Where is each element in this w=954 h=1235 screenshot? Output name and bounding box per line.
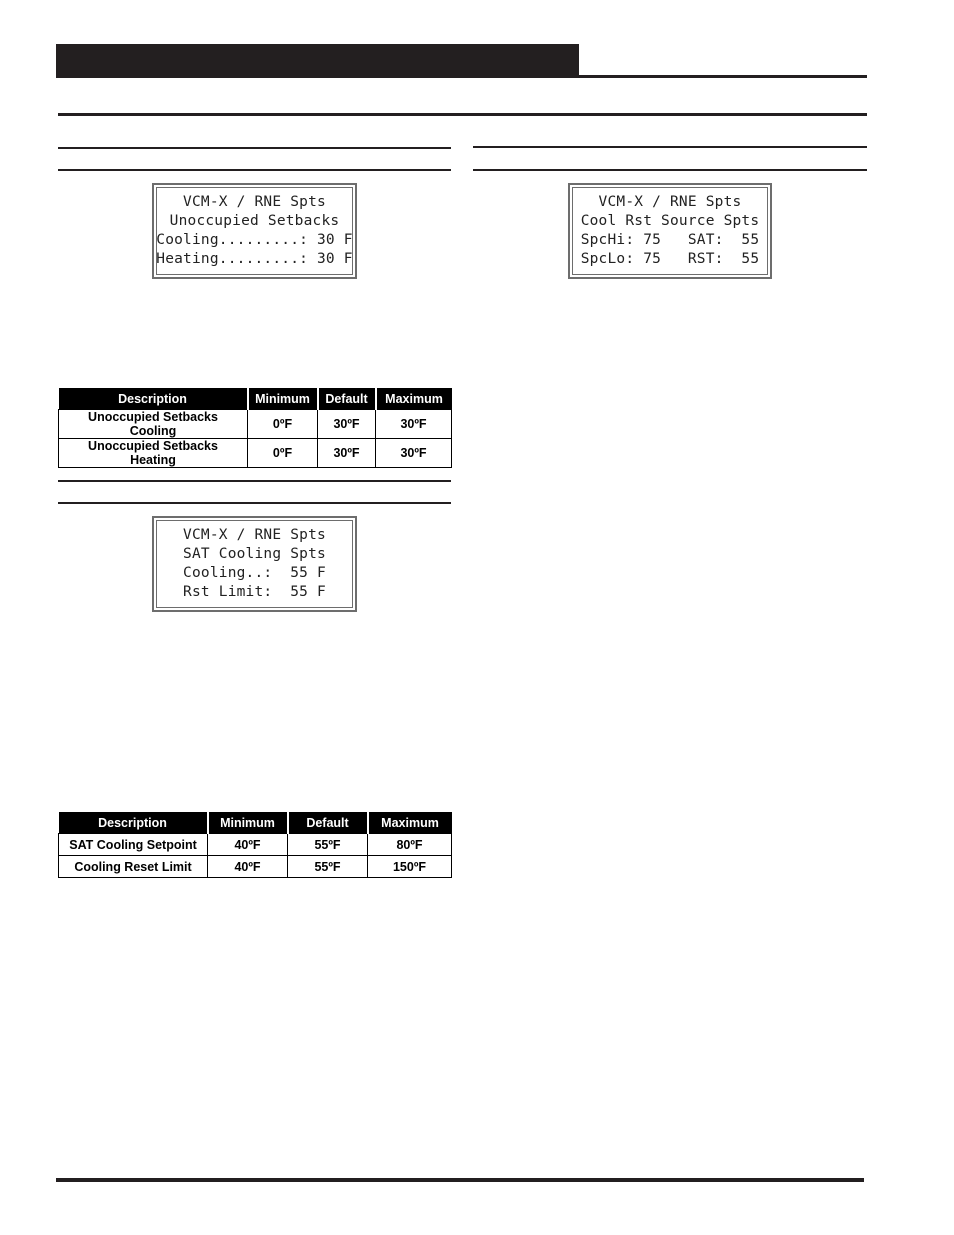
cell-maximum: 150ºF xyxy=(368,856,452,878)
table-unoccupied-setbacks xyxy=(58,388,452,468)
cell-maximum: 30ºF xyxy=(376,439,452,468)
col-description: Description xyxy=(59,812,208,834)
table-sat-cooling xyxy=(58,812,452,878)
cell-minimum: 40ºF xyxy=(208,834,288,856)
col-maximum: Maximum xyxy=(368,812,452,834)
lcd-line: VCM-X / RNE Spts xyxy=(183,527,326,543)
lcd-line: SAT Cooling Spts xyxy=(183,546,326,562)
table-header-row xyxy=(59,388,452,410)
table-header-row xyxy=(59,812,452,834)
lcd-cool-rst-source xyxy=(568,183,772,279)
cell-maximum: 30ºF xyxy=(376,410,452,439)
col-default: Default xyxy=(288,812,368,834)
col-minimum: Minimum xyxy=(208,812,288,834)
section-rule-top xyxy=(58,113,867,116)
col-minimum: Minimum xyxy=(248,388,318,410)
lcd-line: Unoccupied Setbacks xyxy=(169,213,340,229)
col-maximum: Maximum xyxy=(376,388,452,410)
cell-description: SAT Cooling Setpoint xyxy=(59,834,208,856)
cell-minimum: 0ºF xyxy=(248,439,318,468)
cell-maximum: 80ºF xyxy=(368,834,452,856)
lcd-line: VCM-X / RNE Spts xyxy=(183,194,326,210)
col-default: Default xyxy=(318,388,376,410)
table-row xyxy=(59,439,452,468)
cell-default: 30ºF xyxy=(318,439,376,468)
section-rule-left-1b xyxy=(58,169,451,171)
table-row xyxy=(59,410,452,439)
cell-default: 30ºF xyxy=(318,410,376,439)
header-bar xyxy=(56,44,579,78)
table-row xyxy=(59,834,452,856)
cell-description: Cooling Reset Limit xyxy=(59,856,208,878)
footer-line xyxy=(56,1178,864,1182)
lcd-sat-cooling-spts xyxy=(152,516,357,612)
lcd-line: Cooling.........: 30 F xyxy=(156,232,353,248)
cell-minimum: 40ºF xyxy=(208,856,288,878)
section-rule-left-1a xyxy=(58,147,451,149)
lcd-line: SpcHi: 75 SAT: 55 xyxy=(580,232,760,248)
cell-description: Unoccupied Setbacks Cooling xyxy=(59,410,248,439)
lcd-line: SpcLo: 75 RST: 55 xyxy=(580,251,760,267)
cell-default: 55ºF xyxy=(288,856,368,878)
section-rule-right-1b xyxy=(473,169,867,171)
table-row xyxy=(59,856,452,878)
section-rule-left-2b xyxy=(58,502,451,504)
lcd-line: Heating.........: 30 F xyxy=(156,251,353,267)
lcd-line: Cooling..: 55 F xyxy=(183,565,326,581)
section-rule-right-1a xyxy=(473,146,867,148)
section-rule-left-2a xyxy=(58,480,451,482)
cell-description: Unoccupied Setbacks Heating xyxy=(59,439,248,468)
lcd-line: Rst Limit: 55 F xyxy=(183,584,326,600)
cell-default: 55ºF xyxy=(288,834,368,856)
lcd-line: VCM-X / RNE Spts xyxy=(598,194,742,210)
cell-minimum: 0ºF xyxy=(248,410,318,439)
header-line xyxy=(579,75,867,78)
lcd-unoccupied-setbacks xyxy=(152,183,357,279)
lcd-line: Cool Rst Source Spts xyxy=(580,213,760,229)
col-description: Description xyxy=(59,388,248,410)
